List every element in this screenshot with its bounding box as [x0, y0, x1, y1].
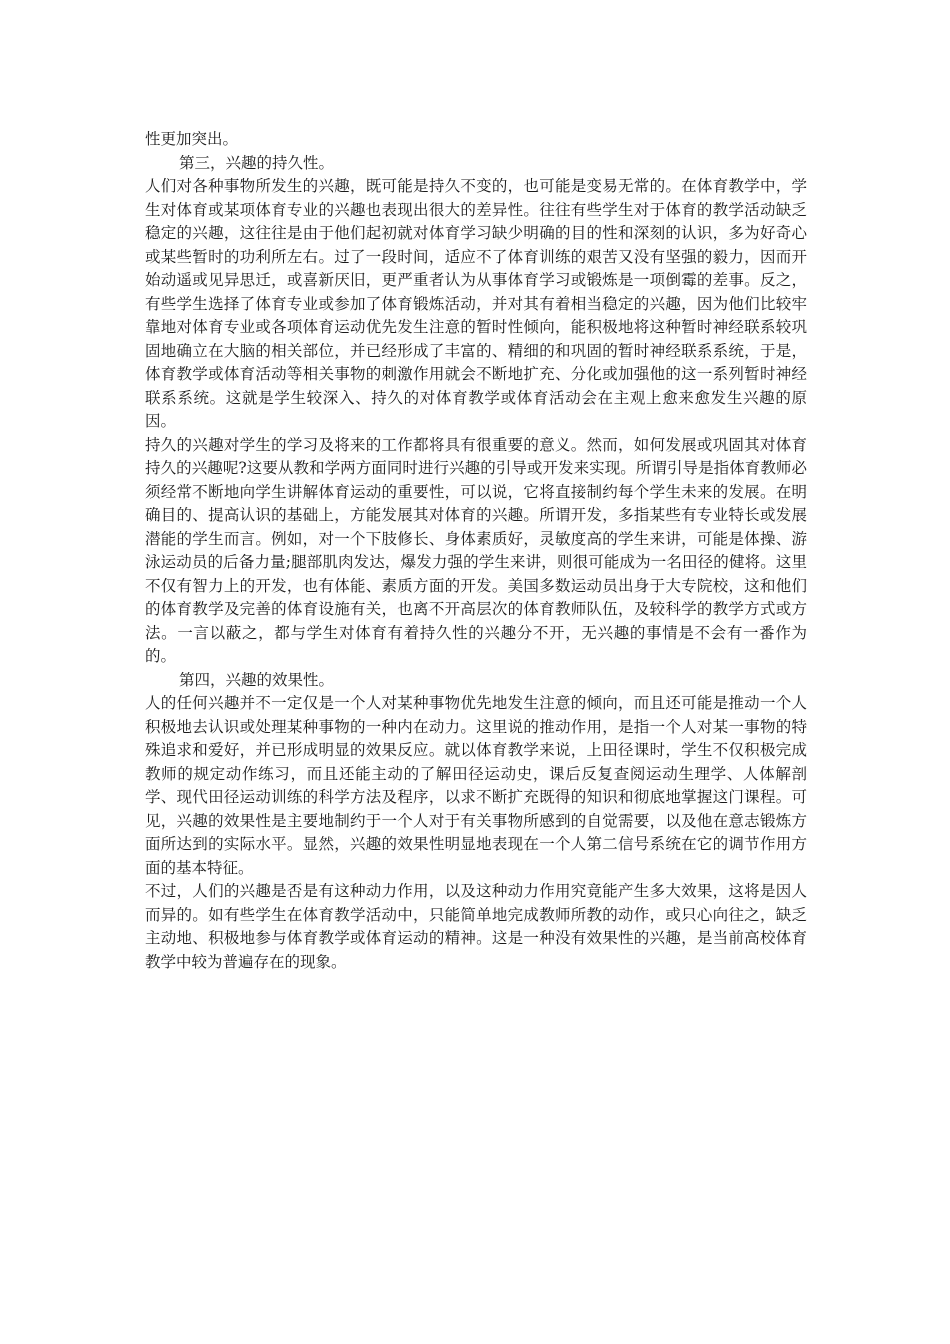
paragraph-persistence-development: 持久的兴趣对学生的学习及将来的工作都将具有很重要的意义。然而，如何发展或巩固其对体育持久的兴趣呢?这要从教和学两方面同时进行兴趣的引导或开发来实现。所谓引导是指体育教师必须经常不断地向学生讲解体育运动的重要性，可以说，它将直接制约每个学生未来的发展。在明确目的、提高认识的基础上，方能发展其对体育的兴趣。所谓开发，多指某些有专业特长或发展潜能的学生而言。例如，对一个下肢修长、身体素质好，灵敏度高的学生来讲，可能是体操、游泳运动员的后备力量;腿部肌肉发达，爆发力强的学生来讲，则很可能成为一名田径的健将。这里不仅有智力上的开发，也有体能、素质方面的开发。美国多数运动员出身于大专院校，这和他们的体育教学及完善的体育设施有关，也离不开高层次的体育教师队伍，及较科学的教学方式或方法。一言以蔽之，都与学生对体育有着持久性的兴趣分不开，无兴趣的事情是不会有一番作为的。: [145, 435, 807, 665]
paragraph-effectiveness-conclusion: 不过，人们的兴趣是否是有这种动力作用，以及这种动力作用究竟能产生多大效果，这将是因人而异的。如有些学生在体育教学活动中，只能简单地完成教师所教的动作，或只心向往之，缺乏主动地、积极地参与体育教学或体育运动的精神。这是一种没有效果性的兴趣，是当前高校体育教学中较为普遍存在的现象。: [145, 882, 807, 971]
paragraph-effectiveness-intro: 人的任何兴趣并不一定仅是一个人对某种事物优先地发生注意的倾向，而且还可能是推动一个人积极地去认识或处理某种事物的一种内在动力。这里说的推动作用，是指一个人对某一事物的特殊追求和爱好，并已形成明显的效果反应。就以体育教学来说，上田径课时，学生不仅积极完成教师的规定动作练习，而且还能主动的了解田径运动史，课后反复查阅运动生理学、人体解剖学、现代田径运动训练的科学方法及程序，以求不断扩充既得的知识和彻底地掌握这门课程。可见，兴趣的效果性是主要地制约于一个人对于有关事物所感到的自觉需要，以及他在意志锻炼方面所达到的实际水平。显然，兴趣的效果性明显地表现在一个人第二信号系统在它的调节作用方面的基本特征。: [145, 694, 807, 877]
section-heading-effectiveness: 第四，兴趣的效果性。: [179, 670, 335, 689]
document-body: [145, 128, 807, 974]
paragraph-persistence-intro: 人们对各种事物所发生的兴趣，既可能是持久不变的，也可能是变易无常的。在体育教学中，学生对体育或某项体育专业的兴趣也表现出很大的差异性。往往有些学生对于体育的教学活动缺乏稳定的兴趣，这往往是由于他们起初就对体育学习缺少明确的目的性和深刻的认识，多为好奇心或某些暂时的功利所左右。过了一段时间，适应不了体育训练的艰苦又没有坚强的毅力，因而开始动遥或见异思迁，或喜新厌旧，更严重者认为从事体育学习或锻炼是一项倒霉的差事。反之，有些学生选择了体育专业或参加了体育锻炼活动，并对其有着相当稳定的兴趣，因为他们比较牢靠地对体育专业或各项体育运动优先发生注意的暂时性倾向，能积极地将这种暂时神经联系较巩固地确立在大脑的相关部位，并已经形成了丰富的、精细的和巩固的暂时神经联系系统，于是，体育教学或体育活动等相关事物的刺激作用就会不断地扩充、分化或加强他的这一系列暂时神经联系系统。这就是学生较深入、持久的对体育教学或体育活动会在主观上愈来愈发生兴趣的原因。: [145, 177, 807, 430]
paragraph-continuation: 性更加突出。: [145, 130, 239, 148]
section-heading-persistence: 第三，兴趣的持久性。: [179, 153, 335, 172]
